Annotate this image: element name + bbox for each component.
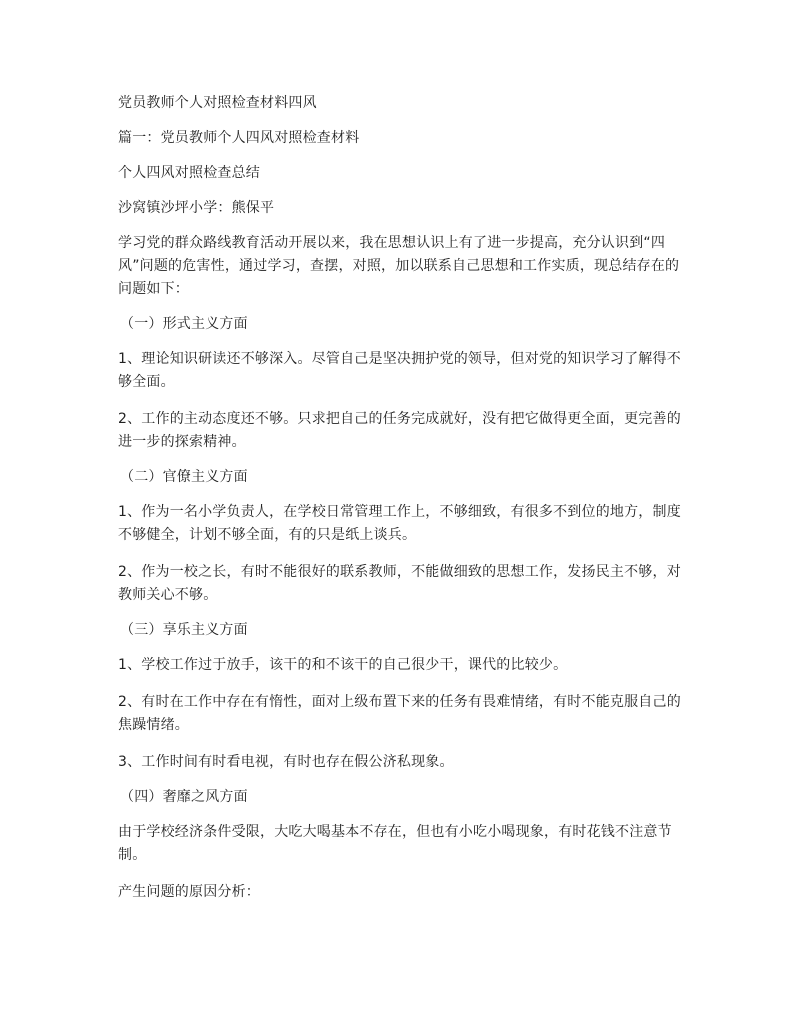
section-item: 1、理论知识研读还不够深入。尽管自己是坚决拥护党的领导，但对党的知识学习了解得不够全面。 xyxy=(118,351,681,390)
section-item: 3、工作时间有时看电视，有时也存在假公济私现象。 xyxy=(118,754,454,770)
document-subtitle: 个人四风对照检查总结 xyxy=(118,165,260,181)
section-item: 1、作为一名小学负责人，在学校日常管理工作上，不够细致，有很多不到位的地方，制度不够健全，计划不够全面，有的只是纸上谈兵。 xyxy=(118,504,681,543)
intro-paragraph: 学习党的群众路线教育活动开展以来，我在思想认识上有了进一步提高，充分认识到“四风”问题的危害性，通过学习，查摆，对照，加以联系自己思想和工作实质，现总结存在的问题如下： xyxy=(118,235,680,297)
chapter-heading: 篇一：党员教师个人四风对照检查材料 xyxy=(118,130,360,146)
document-title: 党员教师个人对照检查材料四风 xyxy=(118,95,317,111)
section-item: 2、工作的主动态度还不够。只求把自己的任务完成就好，没有把它做得更全面，更完善的进一步的探索精神。 xyxy=(118,411,681,450)
section-heading-hedonism: （三）享乐主义方面 xyxy=(120,622,248,638)
section-item: 由于学校经济条件受限，大吃大喝基本不存在，但也有小吃小喝现象，有时花钱不注意节制。 xyxy=(118,824,672,863)
section-heading-bureaucracy: （二）官僚主义方面 xyxy=(120,469,248,485)
analysis-heading: 产生问题的原因分析： xyxy=(118,884,260,900)
section-item: 1、学校工作过于放手，该干的和不该干的自己很少干，课代的比较少。 xyxy=(118,657,568,673)
section-heading-extravagance: （四）奢靡之风方面 xyxy=(120,789,248,805)
section-item: 2、作为一校之长，有时不能很好的联系教师，不能做细致的思想工作，发扬民主不够，对教师关心不够。 xyxy=(118,564,681,603)
section-item: 2、有时在工作中存在有惰性，面对上级布置下来的任务有畏难情绪，有时不能克服自己的焦躁情绪。 xyxy=(118,694,681,733)
document-page xyxy=(118,92,682,904)
section-heading-formalism: （一）形式主义方面 xyxy=(120,316,248,332)
author-line: 沙窝镇沙坪小学：熊保平 xyxy=(118,200,275,216)
